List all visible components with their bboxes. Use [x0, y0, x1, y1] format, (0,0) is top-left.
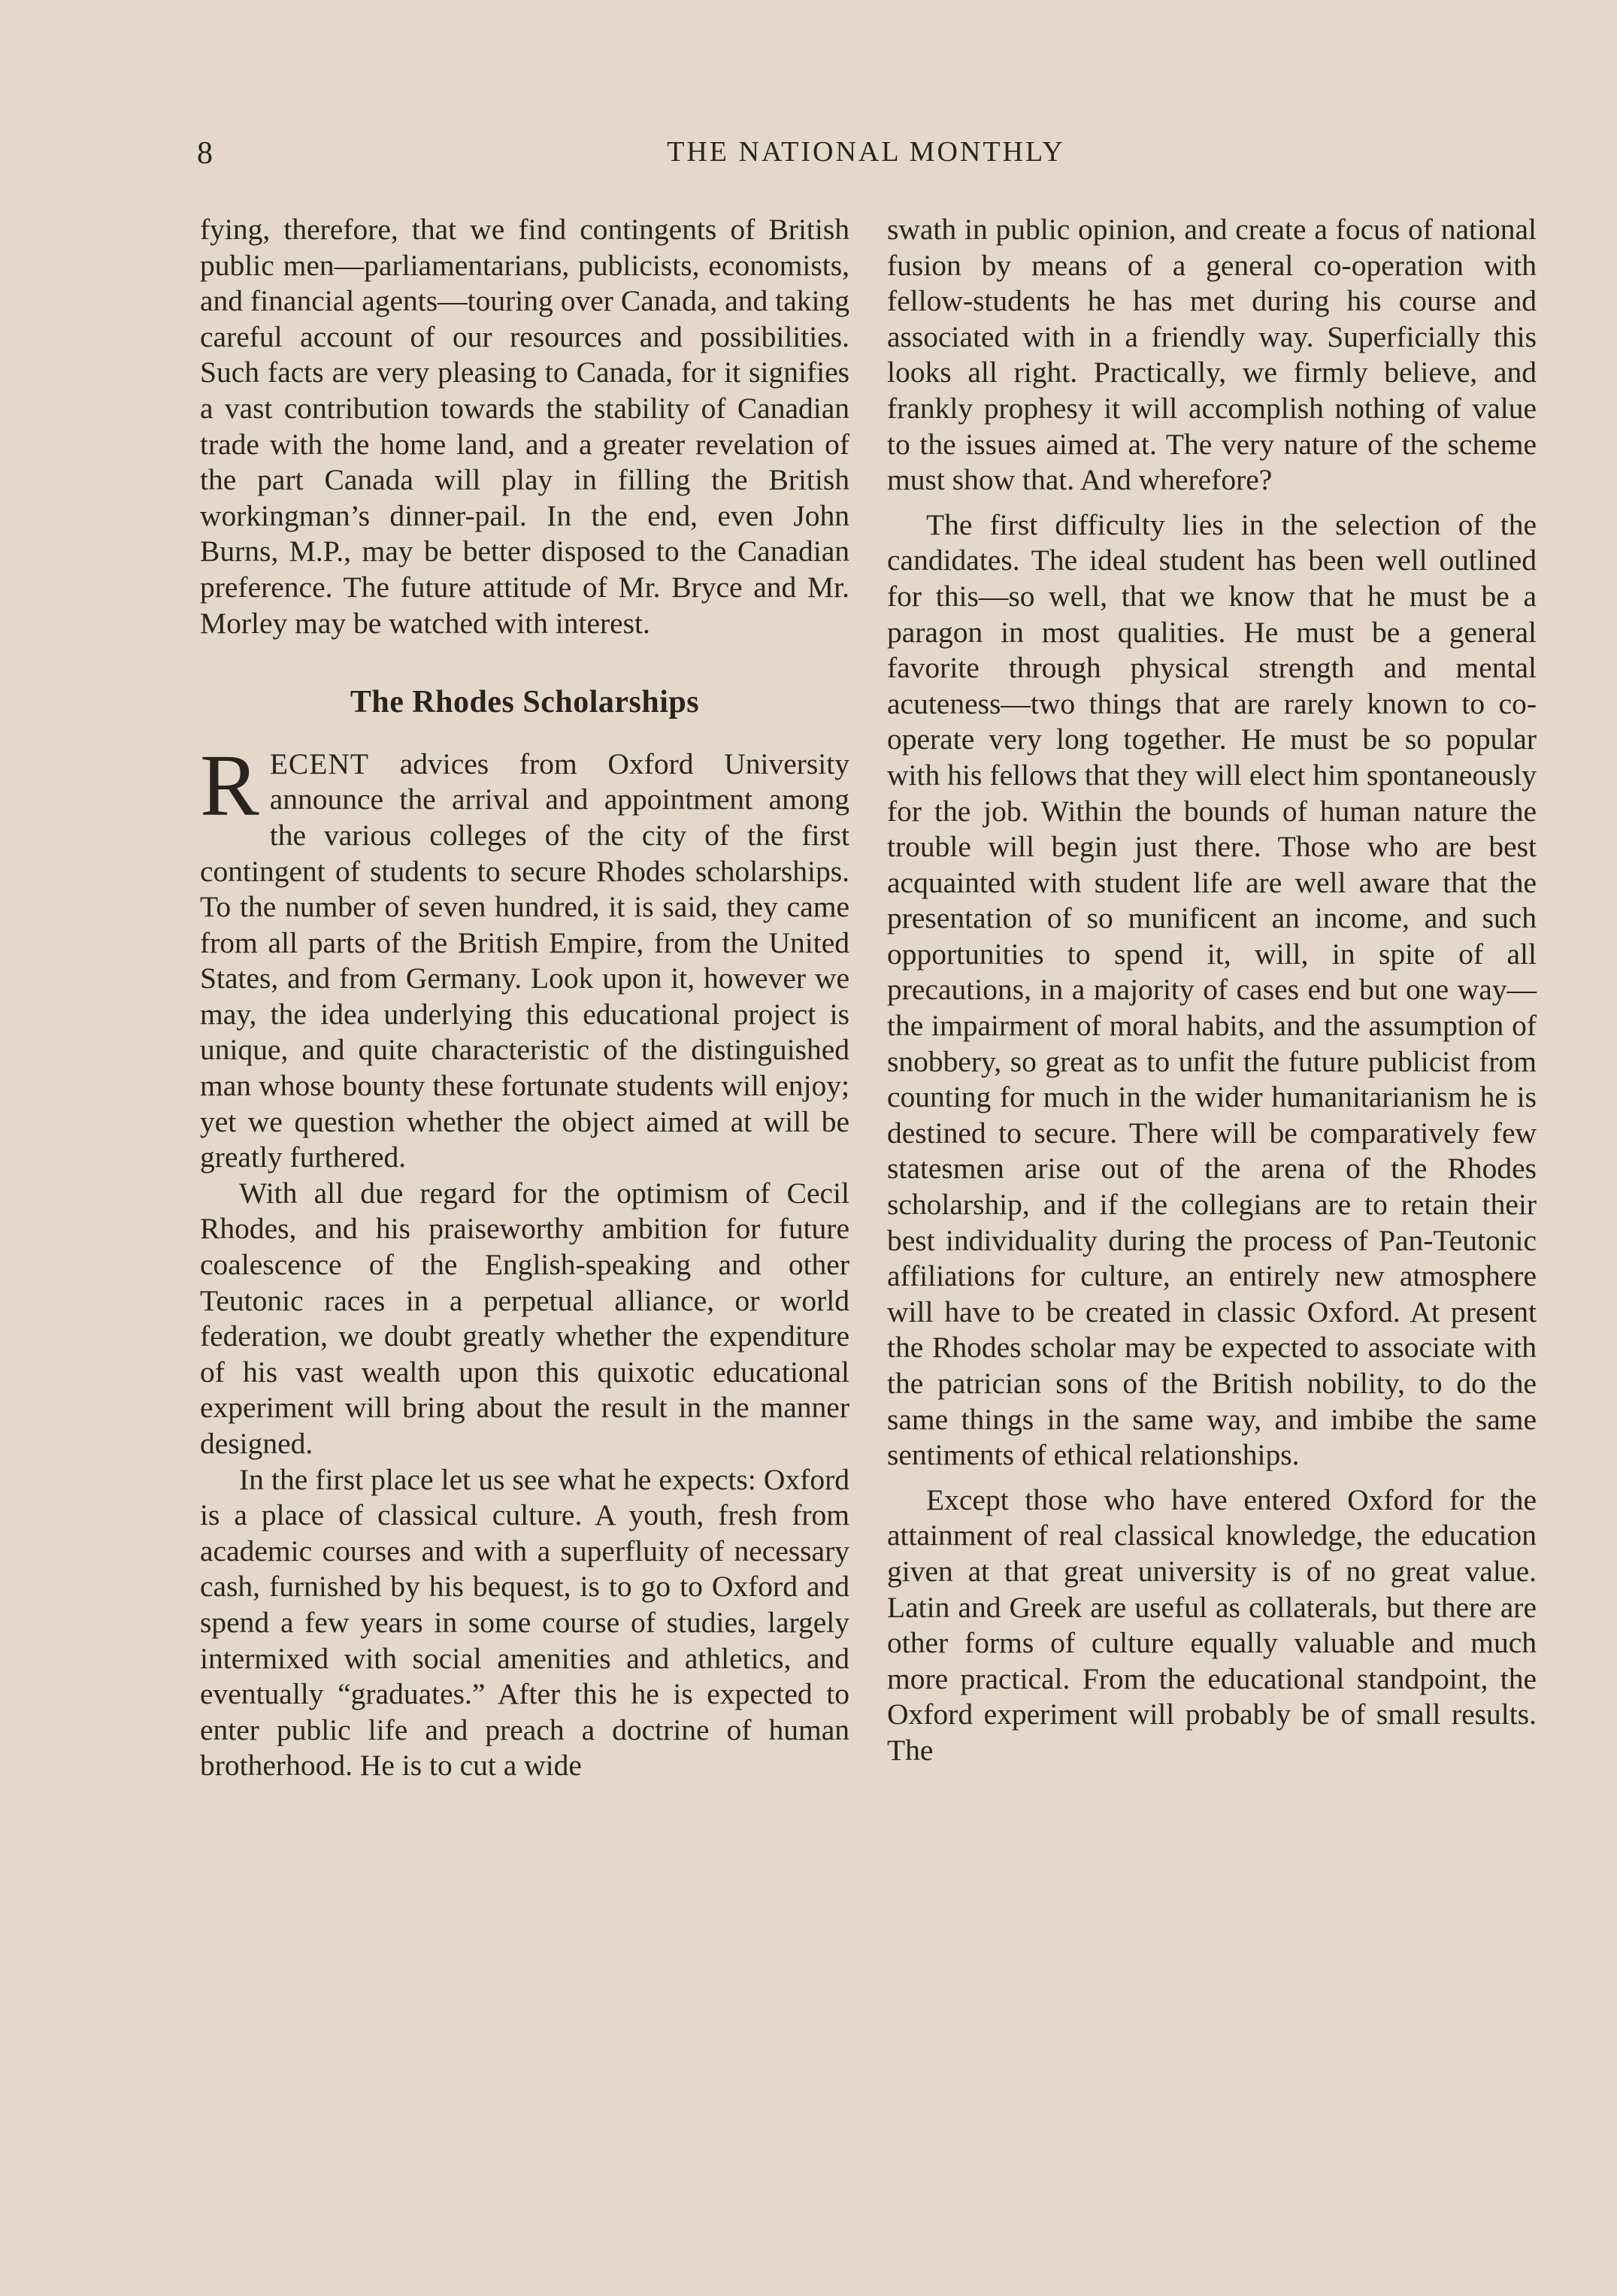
paragraph: Except those who have entered Oxford for the attainment of real classical knowledge, the education given at that great university is of no great value. Latin and Greek are useful as collaterals, but there are other forms of culture equally valuable and much more practical. From the educational standpoint, the Oxford experiment will probably be of small results. The [887, 1483, 1537, 1767]
paragraph-continuation: fying, therefore, that we find contingents of British public men—parliamentarians, publicists, economists, and financial agents—touring over Canada, and taking careful account of our resources and possibilities. Such facts are very pleasing to Canada, for it signifies a vast contribution towards the stability of Canadian trade with the home land, and a greater revelation of the part Canada will play in filling the British workingman’s dinner-pail. In the end, even John Burns, M.P., may be better disposed to the Canadian preference. The future attitude of Mr. Bryce and Mr. Morley may be watched with interest. [200, 213, 849, 640]
paragraph-continuation: swath in public opinion, and create a focus of national fusion by means of a general co-operation with fellow-students he has met during his course and associated with in a friendly way. Superficially this looks all right. Practically, we firmly believe, and frankly prophesy it will accomplish nothing of value to the issues aimed at. The very nature of the scheme must show that. And wherefore? [887, 213, 1537, 497]
page-header [197, 135, 1535, 180]
paragraph: In the first place let us see what he expects: Oxford is a place of classical culture. A youth, fresh from academic courses and with a superfluity of necessary cash, furnished by his bequest, is to go to Oxford and spend a few years in some course of studies, largely intermixed with social amenities and athletics, and eventually “graduates.” After this he is expected to enter public life and preach a doctrine of human brotherhood. He is to cut a wide [200, 1462, 849, 1783]
drop-cap: R [200, 735, 259, 834]
left-column [200, 212, 849, 1784]
paragraph: The first difficulty lies in the selection of the candidates. The ideal student has been well outlined for this—so well, that we know that he must be a paragon in most qualities. He must be a general favorite through physical strength and mental acuteness—two things that are rarely known to co-operate very long together. He must be so popular with his fellows that they will elect him spontaneously for the job. Within the bounds of human nature the trouble will begin just there. Those who are best acquainted with student life are well aware that the presentation of so munificent an income, and such opportunities to spend it, will, in spite of all precautions, in a majority of cases end but one way—the impairment of moral habits, and the assumption of snobbery, so great as to unfit the future publicist from counting for much in the wider humanitarianism he is destined to secure. There will be comparatively few statesmen arise out of the arena of the Rhodes scholarship, and if the collegians are to retain their best individuality during the process of Pan-Teutonic affiliations for culture, an entirely new atmosphere will have to be created in classic Oxford. At present the Rhodes scholar may be expected to associate with the patrician sons of the British nobility, to do the same things in the same way, and imbibe the same sentiments of ethical relationships. [887, 507, 1537, 1472]
paragraph-lead [200, 735, 849, 1176]
section-heading: The Rhodes Scholarships [350, 685, 700, 720]
paragraph: With all due regard for the optimism of Cecil Rhodes, and his praiseworthy ambition for future coalescence of the English-speaking and other Teutonic races in a perpetual alliance, or world federation, we doubt greatly whether the expenditure of his vast wealth upon this quixotic educational experiment will bring about the result in the manner designed. [200, 1176, 849, 1460]
right-column [887, 212, 1537, 1769]
paragraph-lead-text: advices from Oxford University announce the arrival and appointment among the various colleges of the city of the first contingent of students to secure Rhodes scholarships. To the number of seven hundred, it is said, they came from all parts of the British Empire, from the United States, and from Germany. Look upon it, however we may, the idea underlying this educational project is unique, and quite characteristic of the distinguished man whose bounty these fortunate students will enjoy; yet we question whether the object aimed at will be greatly furthered. [200, 747, 849, 1174]
running-title: THE NATIONAL MONTHLY [667, 136, 1065, 168]
page-number: 8 [197, 136, 213, 171]
lead-caps: ECENT [269, 747, 369, 780]
